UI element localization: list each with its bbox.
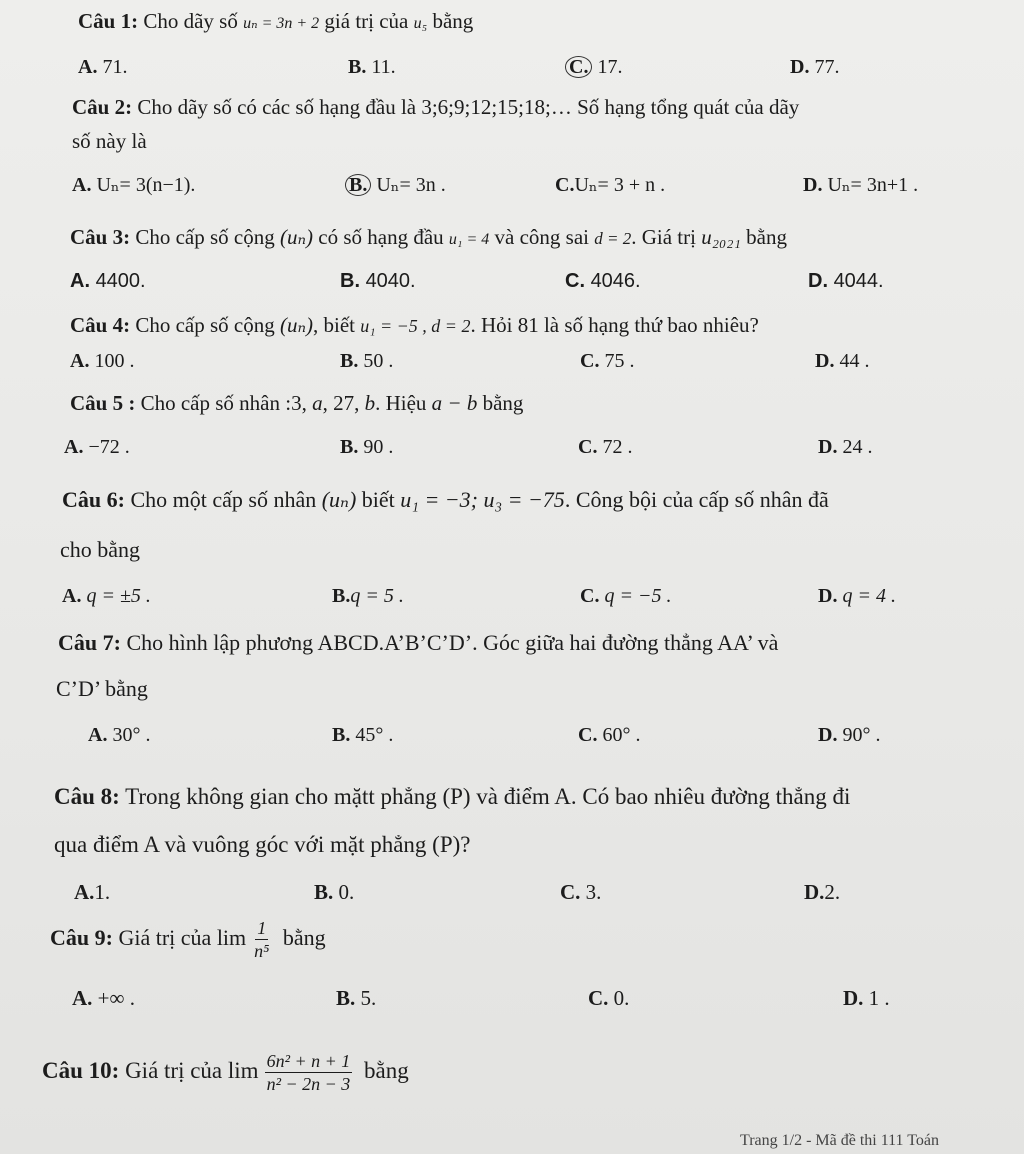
option-d: D. 4044.	[808, 270, 884, 292]
fraction: $\frac{\text{6n² + n + 1}}{\text{n² − 2n − 3}}$	[266, 1051, 351, 1095]
option-a: A. 4400.	[70, 270, 146, 292]
option-a: A. Uₙ= 3(n−1).	[72, 174, 196, 196]
option-c: C. 3.	[560, 880, 602, 904]
option-a: A. −72 .	[64, 436, 130, 458]
page-footer: Trang 1/2 - Mã đề thi 111 Toán	[740, 1132, 940, 1149]
option-c: C. 17.	[565, 56, 622, 79]
option-b: B. Uₙ= 3n .	[345, 172, 446, 197]
option-a: A. q = ±5 .	[62, 585, 151, 607]
option-d: D. Uₙ= 3n+1 .	[803, 174, 919, 196]
question-label: Câu 7:	[58, 630, 121, 655]
option-c: C. 60° .	[578, 724, 641, 746]
option-d: D. 90° .	[818, 724, 881, 746]
option-c: C. q = −5 .	[580, 585, 672, 607]
option-b: B.q = 5 .	[332, 585, 404, 607]
question-label: Câu 6:	[62, 487, 125, 512]
option-d: D. q = 4 .	[818, 585, 896, 607]
question-label: Câu 8:	[54, 784, 120, 809]
option-a: A. 100 .	[70, 350, 135, 372]
option-a: A. +∞ .	[72, 986, 135, 1010]
question-label: Câu 10:	[42, 1058, 120, 1083]
option-b: B. 45° .	[332, 724, 394, 746]
option-d: D.2.	[804, 880, 841, 904]
option-b: B. 11.	[348, 56, 396, 78]
option-b: B. 4040.	[340, 270, 416, 292]
answer-circle: C.	[565, 56, 592, 78]
option-d: D. 24 .	[818, 436, 873, 458]
exam-page: Câu 1: Cho dãy số uₙ = 3n + 2 giá trị của u₅ bằng A. 71. B. 11. C. 17. D. 77. Câu 2: Cho dãy số có các số hạng đầu là 3;6;9;12;15;18;… Số hạng tổng quát của dãy số này là A. Uₙ= 3(n−1). B. Uₙ= 3n . C.Uₙ= 3 + n . D. Uₙ= 3n+1 . Câu 3: Cho cấp số cộng (uₙ) có số hạng đầu u₁ = 4 và công sai d = 2. Giá trị u₂₀₂₁ bằng A. 4400. B. 4040. C. 4046. D. 4044. Câu 4: Cho cấp số cộng (uₙ), biết u₁ = −5 , d = 2. Hỏi 81 là số hạng thứ bao nhiêu? A. 100 . B. 50 . C. 75 . D. 44 . Câu 5 : Cho cấp số nhân :3, a, 27, b. Hiệu a − b bằng A. −72 . B. 90 . C. 72 . D. 24 . Câu 6: Cho một cấp số nhân (uₙ) biết u₁ = −3; u₃ = −75. Công bội của cấp số nhân đã cho bằng A. q = ±5 . B.q = 5 . C. q = −5 . D. q = 4 . Câu 7: Cho hình lập phương ABCD.A’B’C’D’. Góc giữa hai đường thẳng AA’ và C’D’ bằng A. 30° . B. 45° . C. 60° . D. 90° . Câu 8: Trong không gian cho mặtt phẳng (P) và điểm A. Có bao nhiêu đường thẳng đi qua điểm A và vuông góc với mặt phẳng (P)? A.1. B. 0. C. 3. D.2. Câu 9: Giá trị của lim $\frac{1}{\text{n⁵}}$ bằng A. +∞ . B. 5. C. 0. D. 1 . Câu 10: Giá trị của lim $\frac{\text{6n² + n + 1}}{\text{n² − 2n − 3}}$ bằng Trang 1/2 - Mã đề thi 111 Toán	[0, 0, 1024, 1154]
option-c: C. 72 .	[578, 436, 633, 458]
option-a: A.1.	[74, 880, 111, 904]
fraction: $\frac{1}{\text{n⁵}}$	[254, 918, 270, 962]
option-a: A. 30° .	[88, 724, 151, 746]
answer-circle: B.	[345, 174, 371, 196]
option-c: C. 75 .	[580, 350, 635, 372]
question-label: Câu 2:	[72, 95, 133, 119]
option-c: C.Uₙ= 3 + n .	[555, 174, 666, 196]
option-b: B. 0.	[314, 880, 355, 904]
option-a: A. 71.	[78, 56, 128, 78]
option-d: D. 44 .	[815, 350, 870, 372]
option-c: C. 4046.	[565, 270, 641, 292]
option-c: C. 0.	[588, 986, 630, 1010]
option-d: D. 77.	[790, 56, 840, 78]
question-label: Câu 4:	[70, 313, 131, 337]
question-label: Câu 5 :	[70, 391, 136, 415]
option-d: D. 1 .	[843, 986, 890, 1010]
question-label: Câu 1:	[78, 9, 139, 33]
question-label: Câu 3:	[70, 225, 131, 249]
option-b: B. 5.	[336, 986, 377, 1010]
question-label: Câu 9:	[50, 925, 113, 950]
option-b: B. 50 .	[340, 350, 394, 372]
option-b: B. 90 .	[340, 436, 394, 458]
